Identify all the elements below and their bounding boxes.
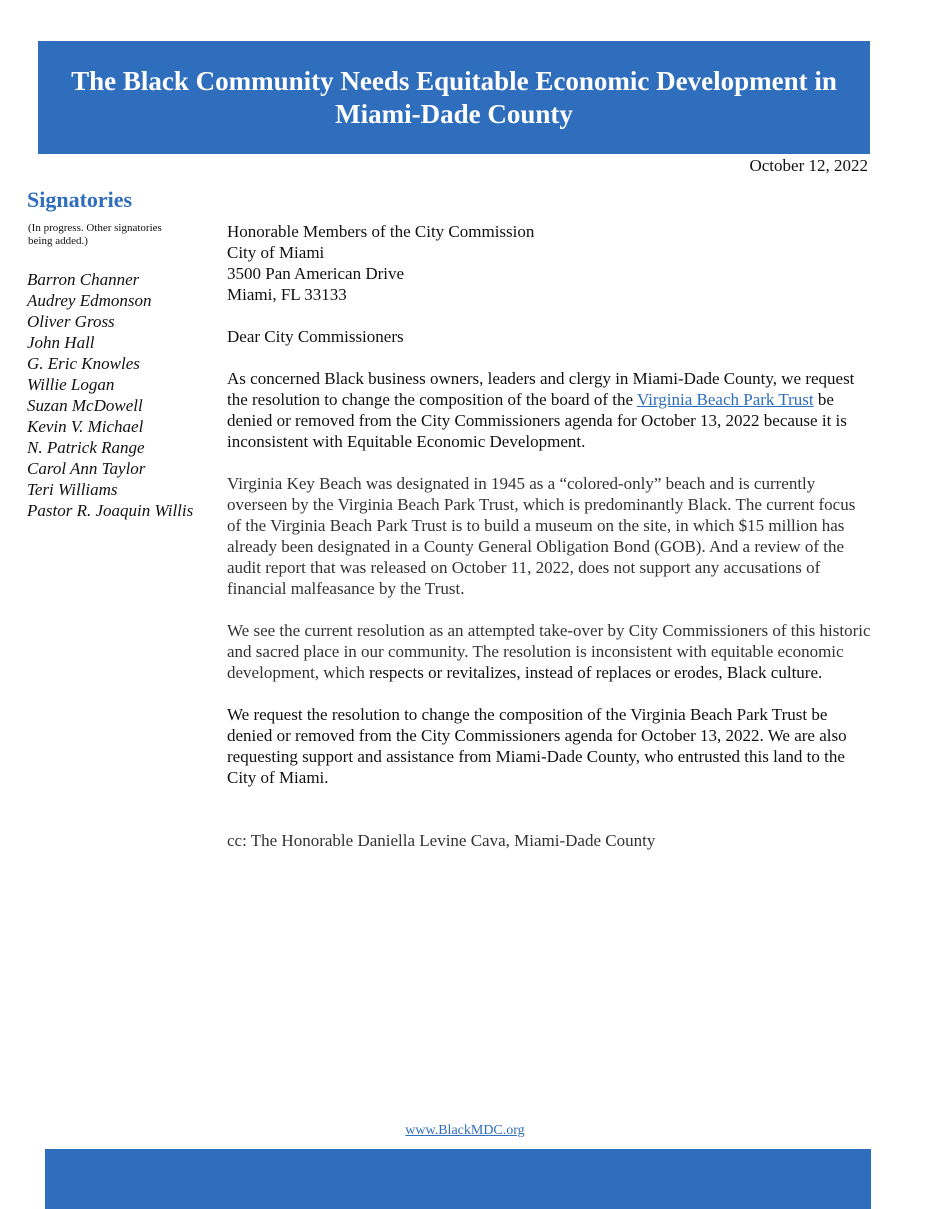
signatories-list [27, 269, 193, 521]
recipient-address [227, 221, 872, 305]
signatories-note [28, 222, 203, 248]
paragraph-3 [227, 620, 872, 683]
paragraph-1-text-a: As concerned Black business owners, leaders and clergy in Miami-Dade County, we request the resolution to change the composition of the board of the [227, 369, 855, 409]
signatories-note-line-1: (In progress. Other signatories [28, 222, 162, 234]
signatory-name: Audrey Edmonson [27, 291, 152, 310]
signatory-name: John Hall [27, 333, 95, 352]
title-banner [38, 41, 870, 154]
signatories-heading: Signatories [27, 187, 133, 212]
paragraph-3-text-a: We see the current resolution as an attempted take-over by City Commissioners of this historic and sacred place in our community. The resolution is inconsistent with equitable economic development, which [227, 621, 871, 682]
virginia-beach-park-trust-link[interactable]: Virginia Beach Park Trust [636, 390, 814, 409]
signatory-name: Barron Channer [27, 270, 140, 289]
signatory-name: Oliver Gross [27, 312, 115, 331]
letter-date: October 12, 2022 [749, 156, 868, 175]
page-title-line-1: The Black Community Needs Equitable Economic Development in [71, 65, 837, 96]
paragraph-1-text-b: be denied or removed from the City Commissioners agenda for October 13, 2022 because it is inconsistent with Equitable Economic Development. [227, 390, 847, 451]
address-line: Honorable Members of the City Commission [227, 222, 535, 241]
signatory-name: Pastor R. Joaquin Willis [27, 501, 194, 520]
letter-body [227, 221, 872, 851]
website-link[interactable]: www.BlackMDC.org [405, 1123, 525, 1138]
footer-band [45, 1149, 871, 1209]
paragraph-2: Virginia Key Beach was designated in 1945 as a “colored-only” beach and is currently overseen by the Virginia Beach Park Trust, which is predominantly Black. The current focus of the Virginia Beach Park Trust is to build a museum on the site, in which $15 million has already been designated in a County General Obligation Bond (GOB). And a review of the audit report that was released on October 11, 2022, does not support any accusations of financial malfeasance by the Trust. [227, 474, 856, 598]
paragraph-1 [227, 368, 872, 452]
signatories-note-line-2: being added.) [28, 235, 88, 247]
address-line: City of Miami [227, 243, 325, 262]
paragraph-3-text-b: respects or revitalizes, instead of replaces or erodes, Black culture. [369, 663, 823, 682]
signatory-name: Kevin V. Michael [27, 417, 144, 436]
page-title-line-2: Miami-Dade County [335, 98, 573, 129]
signatory-name: Willie Logan [27, 375, 115, 394]
greeting: Dear City Commissioners [227, 327, 404, 346]
paragraph-4: We request the resolution to change the composition of the Virginia Beach Park Trust be denied or removed from the City Commissioners agenda for October 13, 2022. We are also requesting support and assistance from Miami-Dade County, who entrusted this land to the City of Miami. [227, 705, 847, 787]
address-line: Miami, FL 33133 [227, 285, 347, 304]
address-line: 3500 Pan American Drive [227, 264, 405, 283]
cc-line: cc: The Honorable Daniella Levine Cava, Miami-Dade County [227, 831, 656, 850]
signatory-name: Teri Williams [27, 480, 118, 499]
signatory-name: N. Patrick Range [27, 438, 145, 457]
signatory-name: G. Eric Knowles [27, 354, 140, 373]
signatory-name: Suzan McDowell [27, 396, 143, 415]
signatory-name: Carol Ann Taylor [27, 459, 146, 478]
